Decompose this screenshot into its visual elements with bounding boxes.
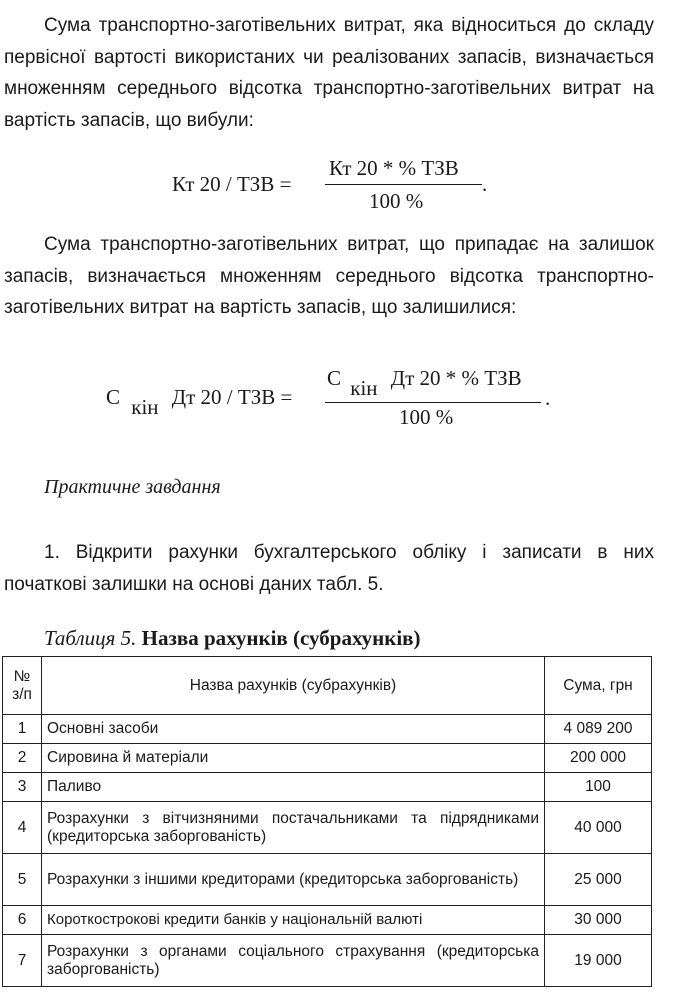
- header-number-abbr: з/п: [12, 685, 32, 703]
- paragraph-transport-costs-remaining: Сума транспортно-заготівельних витрат, що припадає на залишок запасів, визначається множенням середнього відсотка транспортно-заготівельних витрат на вартість запасів, що залишилися:: [4, 234, 654, 318]
- table-caption-title: Назва рахунків (субрахунків): [141, 626, 421, 650]
- row-number: 6: [3, 906, 42, 935]
- section-title: Практичне завдання: [44, 476, 221, 498]
- accounts-table: [2, 656, 652, 987]
- table-row: [3, 906, 652, 935]
- formula-credit-fraction-bar: [325, 184, 482, 185]
- row-sum: 40 000: [545, 802, 652, 854]
- row-account-name: Розрахунки з органами соціального страхування (кредиторська заборгованість): [42, 935, 545, 987]
- header-sum: Сума, грн: [545, 657, 652, 715]
- formula-credit-period: .: [482, 172, 488, 196]
- formula-debit-lhs: [106, 385, 293, 419]
- table-row: [3, 935, 652, 987]
- table-row: [3, 854, 652, 906]
- formula-credit-numerator: Кт 20 * % ТЗВ: [329, 156, 459, 180]
- formula-debit-num-rest: Дт 20 * % ТЗВ: [390, 366, 522, 390]
- table-caption-label: Таблиця 5.: [44, 626, 137, 650]
- table-row: [3, 802, 652, 854]
- row-account-name: Розрахунки з вітчизняними постачальниками та підрядниками (кредиторська заборгованість): [42, 802, 545, 854]
- formula-credit-lhs: Кт 20 / ТЗВ =: [172, 172, 292, 196]
- formula-debit-numerator: [327, 366, 522, 400]
- row-sum: 4 089 200: [545, 715, 652, 744]
- row-account-name: Розрахунки з іншими кредиторами (кредиторська заборгованість): [42, 854, 545, 906]
- formula-debit-lhs-c: С: [106, 385, 121, 409]
- header-number: [3, 657, 42, 715]
- row-account-name: Паливо: [42, 773, 545, 802]
- header-account-name: Назва рахунків (субрахунків): [42, 657, 545, 715]
- row-number: 5: [3, 854, 42, 906]
- formula-debit-denominator: 100 %: [399, 405, 454, 429]
- row-sum: 19 000: [545, 935, 652, 987]
- header-number-symbol: №: [13, 667, 31, 685]
- row-sum: 200 000: [545, 744, 652, 773]
- formula-debit-num-c: С: [327, 366, 342, 390]
- formula-debit-num-subscript: кін: [350, 376, 378, 400]
- row-account-name: Основні засоби: [42, 715, 545, 744]
- formula-debit-period: .: [545, 386, 551, 410]
- task-paragraph: 1. Відкрити рахунки бухгалтерського обліку і записати в них початкові залишки на основі даних табл. 5.: [4, 542, 654, 595]
- table-caption: [44, 626, 421, 651]
- row-sum: 100: [545, 773, 652, 802]
- row-account-name: Короткострокові кредити банків у національній валюті: [42, 906, 545, 935]
- table-row: [3, 715, 652, 744]
- formula-debit-lhs-subscript: кін: [131, 395, 159, 419]
- table-row: [3, 773, 652, 802]
- formula-debit-fraction-bar: [325, 402, 541, 403]
- row-sum: 25 000: [545, 854, 652, 906]
- row-number: 1: [3, 715, 42, 744]
- row-number: 2: [3, 744, 42, 773]
- formula-credit-denominator: 100 %: [369, 189, 424, 213]
- table-row: [3, 744, 652, 773]
- row-number: 7: [3, 935, 42, 987]
- table-header-row: [3, 657, 652, 715]
- row-number: 4: [3, 802, 42, 854]
- row-sum: 30 000: [545, 906, 652, 935]
- row-number: 3: [3, 773, 42, 802]
- paragraph-transport-costs-used: Сума транспортно-заготівельних витрат, яка відноситься до складу первісної вартості використаних чи реалізованих запасів, визначається множенням середнього відсотка транспортно-заготівельних витрат на вартість запасів, що вибули:: [4, 15, 654, 131]
- formula-debit-lhs-rest: Дт 20 / ТЗВ =: [171, 385, 293, 409]
- row-account-name: Сировина й матеріали: [42, 744, 545, 773]
